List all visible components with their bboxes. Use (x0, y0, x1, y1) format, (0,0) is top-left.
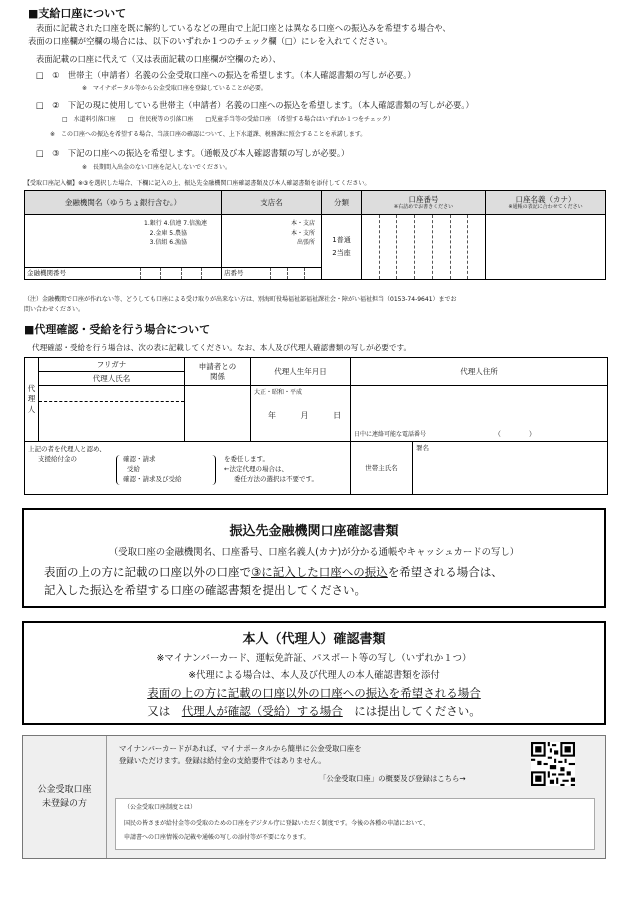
section-heading-payment-account: ■支給口座について (28, 7, 127, 20)
footer-link-text[interactable]: 「公金受取口座」の概要及び登録はこちら→ (319, 774, 466, 783)
agent-name-input[interactable] (39, 386, 185, 442)
digit-box[interactable] (468, 215, 485, 279)
s1-paragraph-2: 表面の口座欄が空欄の場合には、以下のいずれか１つのチェック欄（□）にレを入れてください。 (28, 36, 393, 46)
era-choices: 大正・昭和・平成 (254, 389, 303, 396)
bank-document-line-2b: ③に記入した口座への振込 (251, 565, 388, 579)
branch-code-cell[interactable] (222, 267, 322, 279)
footer-line-1: マイナンバーカードがあれば、マイナポータルから簡単に公金受取口座を (119, 744, 362, 753)
delegation-line-4: ←法定代理の場合は、 (224, 465, 288, 474)
delegation-line-5: 委任方法の選択は不要です。 (234, 474, 318, 483)
account-number-header-sub: ※右詰めでお書きください (393, 204, 454, 210)
address-header: 代理人住所 (351, 358, 608, 386)
proxy-intro: 代理確認・受給を行う場合は、次の表に記載してください。なお、本人及び代理人確認書類の写しが必要です。 (32, 343, 412, 352)
proxy-side-label: 代 理 人 (25, 358, 39, 442)
id-document-line-3 (24, 686, 604, 701)
option-2-checkbox-label[interactable]: □ ② 下記の現に使用している世帯主（申請者）名義の口座への振込を希望します。（本人確認書類の写しが必要。） (36, 100, 474, 110)
definition-line-1: 国民の皆さまが給付金等の受取のための口座をデジタル庁に登録いただく制度です。今後の各種の申請において、 (124, 820, 430, 827)
id-document-line-4c: には提出してください。 (342, 704, 481, 718)
account-type-cell[interactable] (322, 215, 362, 280)
digit-box[interactable] (397, 215, 415, 279)
branch-option-2: 本・支所 (290, 229, 315, 237)
branch-option-3: 出張所 (296, 239, 315, 247)
phone-paren: （ ） (493, 429, 536, 438)
option-3-checkbox-label[interactable]: □ ③ 下記の口座への振込を希望します。（通帳及び本人確認書類の写しが必要。） (36, 148, 350, 158)
account-number-header-label: 口座番号 (408, 195, 439, 204)
delegation-text (216, 455, 318, 484)
delegation-choices[interactable] (116, 455, 216, 484)
public-account-definition-box (115, 798, 595, 850)
branch-option-1: 本・支店 (290, 220, 315, 227)
phone-label: 日中に連絡可能な電話番号 (354, 430, 427, 438)
birthdate-header: 代理人生年月日 (251, 358, 351, 386)
option-2-note: ※ この口座への振込を希望する場合、当該口座の確認について、上下水道課、税務課に照会することを承諾します。 (50, 131, 367, 138)
account-number-header (362, 191, 486, 215)
bank-document-title: 振込先金融機関口座確認書類 (229, 524, 399, 539)
bank-footnote-line-2: 問い合わせください。 (24, 306, 85, 313)
digit-box[interactable] (415, 215, 433, 279)
delegation-line-3: を委任します。 (224, 455, 269, 464)
public-account-info-box (22, 735, 606, 859)
date-fields (254, 411, 347, 421)
option-2-sub-choices[interactable]: □ 水道料引落口座 □ 住民税等の引落口座 □児童手当等の受給口座 （希望する場合はいずれか１つをチェック） (62, 116, 394, 123)
s1-paragraph-1: 表面に記載された口座を既に解約しているなどの理由で上記口座とは異なる口座への振込みを希望する場合や、 (36, 23, 451, 33)
id-document-line-4a: 又は (147, 704, 182, 718)
footer-line-2: 登録いただけます。登録は給付金の支給要件ではありません。 (119, 756, 326, 765)
delegation-line-2: 支援給付金の (38, 455, 77, 464)
qr-code-icon[interactable] (531, 742, 575, 786)
bank-types-line-3: 3.信組 6.漁協 (149, 239, 187, 247)
choice-confirm-claim[interactable]: 確認・請求 (123, 455, 156, 464)
agent-name-header: 代理人氏名 (39, 372, 185, 386)
day-label: 日 (333, 410, 342, 420)
bank-document-line-2c: を希望される場合は、 (387, 565, 503, 579)
option-1-checkbox-label[interactable]: □ ① 世帯主（申請者）名義の公金受取口座への振込を希望します。（本人確認書類の写しが必要。） (36, 70, 416, 80)
definition-title: （公金受取口座制度とは） (124, 804, 197, 811)
month-label: 月 (300, 410, 309, 420)
branch-cell[interactable] (222, 215, 322, 268)
bank-document-box (22, 508, 606, 608)
bank-document-line-1: （受取口座の金融機関名、口座番号、口座名義人(カナ)が分かる通帳やキャッシュカードの写し） (108, 547, 520, 558)
account-type-toza: 2当座 (332, 249, 351, 257)
bank-code-cell[interactable] (25, 267, 222, 279)
furigana-header: フリガナ (39, 358, 185, 372)
public-account-label (23, 736, 107, 858)
relation-input[interactable] (185, 386, 251, 442)
digit-box[interactable] (433, 215, 451, 279)
choice-confirm-claim-receive[interactable]: 確認・請求及び受給 (123, 474, 182, 483)
bank-name-header: 金融機関名（ゆうちょ銀行含む。） (25, 191, 222, 215)
signature-label: 署名 (416, 444, 429, 452)
branch-code-label: 店番号 (224, 269, 244, 278)
bank-document-line-3: 記入した振込を希望する口座の確認書類を提出してください。 (44, 583, 366, 597)
furigana-input[interactable] (39, 386, 184, 402)
id-document-line-3-text: 表面の上の方に記載の口座以外の口座への振込を希望される場合 (147, 686, 481, 700)
s1-paragraph-3: 表面記載の口座に代えて（又は表面記載の口座欄が空欄のため）、 (36, 54, 281, 64)
choice-receive[interactable]: 受給 (127, 465, 140, 474)
digit-box[interactable] (380, 215, 398, 279)
delegation-cell (25, 442, 351, 495)
id-document-title: 本人（代理人）確認書類 (242, 632, 386, 647)
section-heading-proxy: ■代理確認・受給を行う場合について (24, 323, 211, 336)
id-document-line-2: ※代理による場合は、本人及び代理人の本人確認書類を添付 (188, 670, 440, 681)
bank-document-line-2 (44, 565, 503, 580)
id-document-line-4b: 代理人が確認（受給）する場合 (181, 704, 343, 718)
option-3-note: ※ 長期間入出金のない口座を記入しないでください。 (82, 164, 232, 171)
bank-code-label: 金融機関番号 (27, 269, 66, 278)
bank-footnote-line-1: （注）金融機関で口座が作れない等、どうしても口座による受け取りが出来ない方は、別海町役場福祉部福祉課社会・障がい福祉担当（0153-74-9641）までお (24, 296, 457, 303)
signature-input[interactable] (413, 442, 607, 494)
bank-types-line-1: 1.銀行 4.信連 7.信漁連 (144, 220, 207, 227)
householder-signature-cell (351, 442, 608, 495)
account-type-futsu: 1普通 (332, 236, 351, 245)
id-document-box (22, 621, 606, 725)
account-holder-header-label: 口座名義（カナ） (515, 195, 576, 204)
account-number-digits (362, 215, 485, 279)
bank-name-cell[interactable] (25, 215, 222, 268)
option-1-note: ※ マイナポータル等から公金受取口座を登録していることが必要。 (82, 85, 267, 92)
branch-header: 支店名 (222, 191, 322, 215)
account-entry-note: 【受取口座記入欄】※③を選択した場合、下欄に記入の上、振込先金融機関口座確認書類及び本人確認書類を添付してください。 (24, 180, 371, 187)
public-account-label-2: 未登録の方 (41, 799, 87, 809)
account-holder-header (486, 191, 606, 215)
bank-account-table (24, 190, 606, 280)
bank-document-line-2a: 表面の上の方に記載の口座以外の口座で (44, 565, 251, 579)
year-label: 年 (268, 410, 276, 420)
bank-types-line-2: 2.金庫 5.農協 (149, 229, 187, 237)
definition-line-2: 申請書への口座情報の記載や通帳の写しの添付等が不要になります。 (124, 834, 310, 841)
relation-header: 申請者との 関係 (185, 358, 251, 386)
account-holder-cell[interactable] (486, 215, 606, 280)
householder-label: 世帯主氏名 (351, 442, 413, 494)
birthdate-input[interactable] (251, 386, 351, 442)
public-account-label-1: 公金受取口座 (37, 784, 92, 795)
id-document-line-4 (24, 704, 604, 719)
proxy-table (24, 357, 608, 495)
address-input[interactable] (351, 386, 608, 442)
digit-box[interactable] (362, 215, 380, 279)
type-header: 分類 (322, 191, 362, 215)
digit-box[interactable] (451, 215, 469, 279)
id-document-line-1: ※マイナンバーカード、運転免許証、パスポート等の写し（いずれか１つ） (156, 653, 472, 664)
account-number-cell[interactable] (362, 215, 486, 280)
delegation-line-1: 上記の者を代理人と認め、 (28, 445, 106, 453)
account-holder-header-sub: ※通帳の表記に合わせてください (508, 204, 583, 210)
